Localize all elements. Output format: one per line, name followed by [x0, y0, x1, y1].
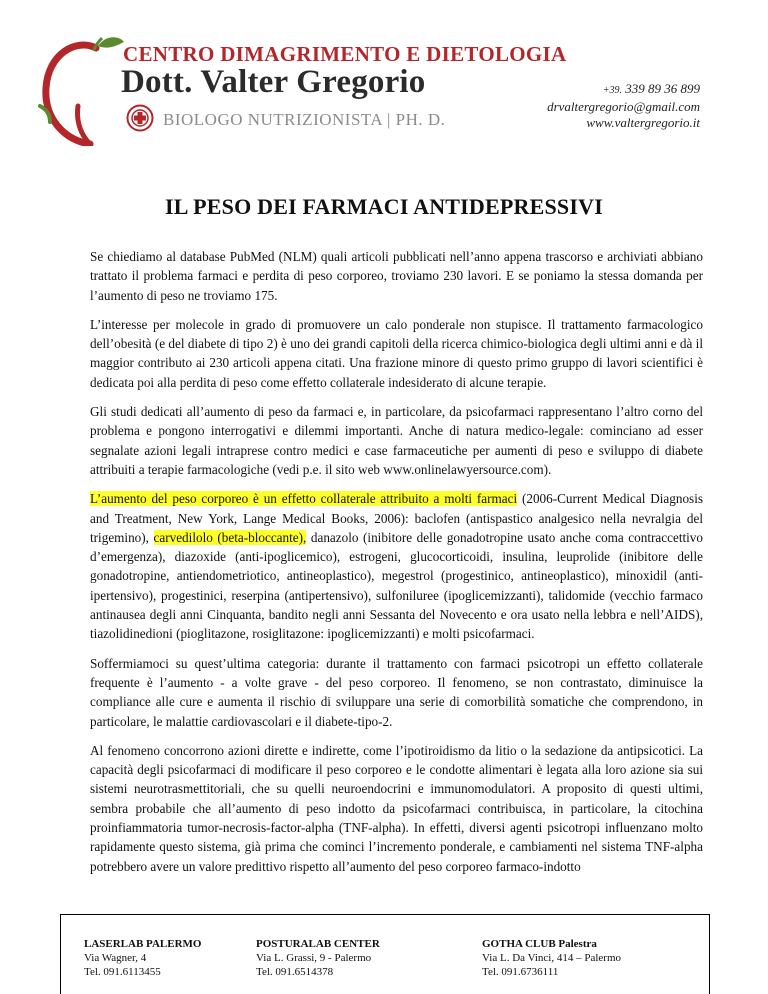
paragraph-4-text-b: danazolo (inibitore delle gonadotropine usato anche coma contraccettivo d’emergenza), diazoxide (anti-ipoglicemico), estrogeni, glucocorticoidi, insulina, leuprolide (inibitore delle gonadotropine, antiendometriotico, antineoplastico), megestrol (progestinico, antineoplastico), minoxidil (anti-ipertensivo), progestinici, reserpina (antipertensivo), sulfoniluree (ipoglicemizzanti), talidomide (vecchio farmaco antinausea degli anni Cinquanta, bandito negli anni Sessanta del Novecento e ora usato nella lebbra e nell’AIDS), tiazolidinedioni (pioglitazone, rosiglitazone: ipoglicemizzanti) e molti psicofarmaci. [90, 529, 703, 642]
paragraph-2: L’interesse per molecole in grado di promuovere un calo ponderale non stupisce. Il trattamento farmacologico dell’obesità (e del diabete di tipo 2) è uno dei grandi capitoli della ricerca chimico-biologica degli ultimi anni e dà il maggior contributo ai 230 articoli appena citati. Una frazione minore di questo primo gruppo di lavori scientifici è dedicata poi alla perdita di peso come effetto collaterale indesiderato di alcune terapie. [90, 316, 703, 390]
footer-address: Via L. Grassi, 9 - Palermo [256, 952, 372, 964]
seal-icon [126, 104, 154, 132]
letterhead [0, 0, 768, 150]
phone-number: 339 89 36 899 [625, 81, 700, 96]
footer-phone: Tel. 091.6113455 [84, 966, 161, 978]
contact-block [547, 81, 700, 131]
paragraph-6: Al fenomeno concorrono azioni dirette e indirette, come l’ipotiroidismo da litio o la sedazione da antipsicotici. La capacità degli psicofarmaci di modificare il peso corporeo e le condotte alimentari è legata alla loro azione sia sui sistemi neurotrasmettitoriali, che su quelli neuroendocrini e immunomodulatori. A proposito di questi ultimi, sembra probabile che all’aumento di peso indotto da psicofarmaci contribuisca, in particolare, la citochina proinfiammatoria tumor-necrosis-factor-alpha (TNF-alpha). In effetti, diversi agenti psicotropi influenzano molto rapidamente questo sistema, già prima che cominci l’incremento ponderale, e cambiamenti nel sistema TNF-alpha potrebbero avere un valore predittivo rispetto all’aumento del peso corporeo farmaco-indotto [90, 742, 703, 874]
footer-name: POSTURALAB CENTER [256, 938, 380, 950]
footer [60, 914, 710, 994]
paragraph-4 [90, 489, 703, 643]
footer-name: LASERLAB PALERMO [84, 938, 202, 950]
footer-col-laserlab [84, 937, 201, 979]
brand-tagline: CENTRO DIMAGRIMENTO E DIETOLOGIA [123, 42, 567, 66]
paragraph-4-text-a: (2006-Current Medical Diagnosis and Treatment, New York, Lange Medical Books, 2006): baclofen (antispastico analgesico nella nevralgia del trigemino), [90, 491, 703, 545]
highlighted-text-2: carvedilolo (beta-bloccante), [153, 529, 307, 545]
footer-address: Via L. Da Vinci, 414 – Palermo [482, 952, 622, 964]
footer-col-posturalab [256, 937, 380, 979]
brand-subtitle: BIOLOGO NUTRIZIONISTA | PH. D. [163, 110, 446, 129]
email-link[interactable]: drvaltergregorio@gmail.com [547, 99, 700, 114]
website-link[interactable]: www.valtergregorio.it [586, 115, 700, 130]
footer-phone: Tel. 091.6736111 [482, 966, 559, 978]
paragraph-5: Soffermiamoci su quest’ultima categoria: durante il trattamento con farmaci psicotropi un effetto collaterale frequente è l’aumento - a volte grave - del peso corporeo. Il fenomeno, se non contrastato, diminuisce la compliance alle cure e aumenta il rischio di sviluppare una serie di comorbilità somatiche che comprendono, in particolare, le malattie cardiovascolari e il diabete-tipo-2. [90, 655, 703, 729]
paragraph-3: Gli studi dedicati all’aumento di peso da farmaci e, in particolare, da psicofarmaci rappresentano l’altro corno del problema e pongono interrogativi e dilemmi importanti. Anche di natura medico-legale: cominciano ad esser segnalate azioni legali intraprese contro medici e case farmaceutiche per aumenti di peso e sviluppo di diabete attribuiti a terapie farmacologiche (vedi p.e. il sito web www.onlinelawyersource.com). [90, 404, 703, 477]
phone-line [547, 81, 700, 99]
phone-prefix: +39. [602, 85, 622, 96]
footer-phone: Tel. 091.6514378 [256, 966, 334, 978]
article-body [90, 247, 703, 886]
footer-name: GOTHA CLUB Palestra [482, 938, 597, 950]
highlighted-text: L’aumento del peso corporeo è un effetto collaterale attribuito a molti farmaci [90, 491, 518, 507]
paragraph-1: Se chiediamo al database PubMed (NLM) quali articoli pubblicati nell’anno appena trascorso e archiviati abbiano trattato il problema farmaci e perdita di peso corporeo, troviamo 230 lavori. E se poniamo la stessa domanda per l’aumento di peso ne troviamo 175. [90, 249, 703, 303]
footer-address: Via Wagner, 4 [84, 952, 147, 964]
brand-name: Dott. Valter Gregorio [121, 64, 426, 100]
page-title: IL PESO DEI FARMACI ANTIDEPRESSIVI [165, 194, 603, 219]
footer-col-gotha [482, 937, 621, 979]
